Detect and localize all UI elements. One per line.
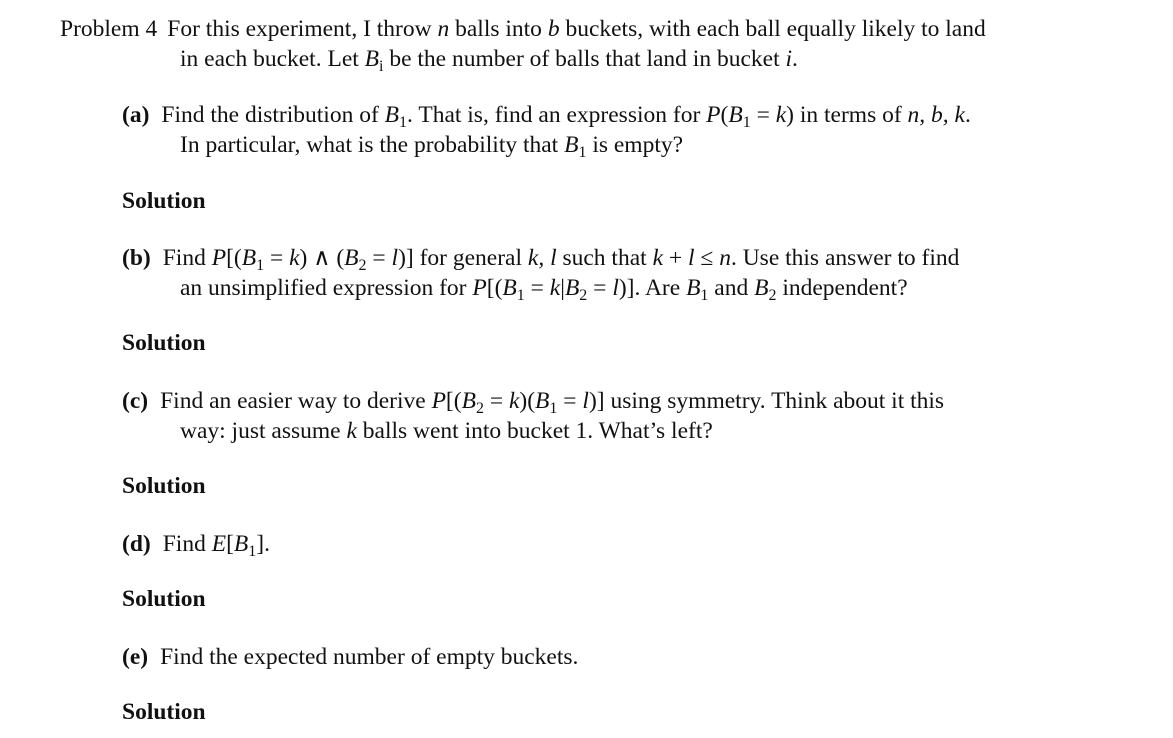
part-e-question-text: Find the expected number of empty buckets. bbox=[160, 644, 579, 670]
part-c-label: (c) bbox=[122, 388, 149, 414]
part-a-solution-heading: Solution bbox=[122, 188, 206, 214]
part-a-label: (a) bbox=[122, 102, 150, 128]
part-e-label: (e) bbox=[122, 644, 149, 670]
part-c-solution-heading: Solution bbox=[122, 473, 206, 499]
part-a-question-line-1: (a) Find the distribution of $B_1$. That is, find an expression for $P(B_1 = k)$ in terms of n, b, k. bbox=[122, 102, 971, 131]
part-c-question-line-1: (c) Find an easier way to derive $P[(B_2 = k)(B_1 = l)]$ using symmetry. Think about it this bbox=[122, 388, 945, 417]
problem-statement-line-2: in each bucket. Let $B_i$ be the number of balls that land in bucket i. bbox=[180, 46, 798, 75]
part-b-label: (b) bbox=[122, 245, 151, 271]
part-b-question-line-2: an unsimplified expression for $P[(B_1 = k|B_2 = l)]$. Are $B_1$ and $B_2$ independent? bbox=[180, 275, 908, 304]
part-c-question-line-2: way: just assume k balls went into bucket 1. What’s left? bbox=[180, 418, 713, 444]
part-e-solution-heading: Solution bbox=[122, 699, 206, 725]
problem-statement-line-1: Problem 4 For this experiment, I throw n balls into b buckets, with each ball equally likely to land bbox=[60, 16, 986, 42]
part-b-question-line-1: (b) Find $P[(B_1 = k)$ ∧ $(B_2 = l)$] for general k, l such that k + l ≤ n. Use this answer to find bbox=[122, 245, 960, 274]
part-b-solution-heading: Solution bbox=[122, 330, 206, 356]
problem-label: Problem 4 bbox=[60, 16, 158, 42]
part-d-label: (d) bbox=[122, 531, 151, 557]
part-d-question: (d) Find $E[B_1]$. bbox=[122, 531, 270, 560]
part-d-solution-heading: Solution bbox=[122, 586, 206, 612]
part-e-question bbox=[122, 642, 578, 672]
part-a-question-line-2: In particular, what is the probability that $B_1$ is empty? bbox=[180, 132, 684, 161]
